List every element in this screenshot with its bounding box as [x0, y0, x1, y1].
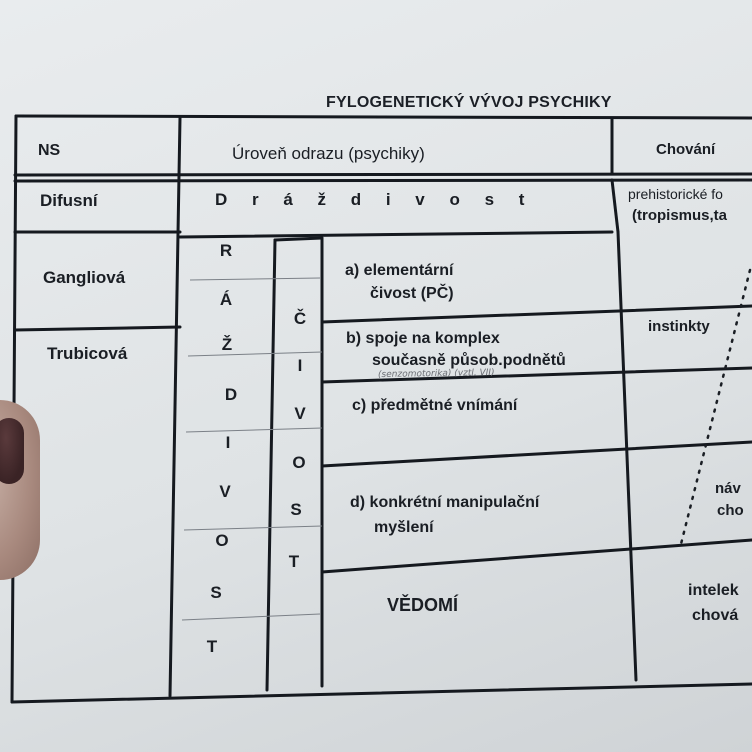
vertical-irritability-letter: D [224, 385, 238, 404]
vertical-sensitivity-letter: T [288, 552, 300, 571]
behavior-intellect-line1: intelek [688, 582, 739, 599]
behavior-habit-line1: náv [715, 480, 741, 497]
level-a-line2: čivost (PČ) [370, 285, 454, 302]
behavior-habit-line2: cho [717, 502, 744, 519]
level-d-line1: d) konkrétní manipulační [350, 494, 540, 511]
handwritten-note: (senzomotorika) (vztl. VII) [377, 367, 495, 381]
header-ns: NS [38, 142, 61, 159]
ns-type-difusni: Difusní [40, 191, 98, 210]
irritability-row-label: D r á ž d i v o s t [215, 190, 535, 209]
vertical-sensitivity-letter: I [297, 356, 303, 375]
vertical-sensitivity-letter: S [290, 500, 302, 519]
vertical-sensitivity-letter: O [292, 453, 306, 472]
fingernail [0, 418, 24, 484]
level-c: c) předmětné vnímání [352, 397, 518, 414]
behavior-intellect-line2: chová [692, 607, 739, 624]
header-reflection: Úroveň odrazu (psychiky) [232, 144, 425, 163]
behavior-instinct: instinkty [648, 318, 710, 335]
vertical-irritability-letter: Ž [221, 335, 233, 354]
level-b-line1: b) spoje na komplex [346, 330, 500, 347]
behavior-prehistoric-line2: (tropismus,ta [632, 207, 728, 224]
vertical-irritability-letter: I [225, 433, 231, 452]
vertical-irritability-letter: S [210, 583, 222, 602]
vertical-sensitivity-letter: V [294, 404, 306, 423]
header-behavior: Chování [656, 141, 716, 158]
vertical-irritability-letter: T [206, 637, 218, 656]
level-d-line2: myšlení [374, 519, 434, 536]
vertical-sensitivity-letter: Č [293, 309, 307, 328]
vertical-irritability-letter: O [215, 531, 229, 550]
vertical-irritability-letter: V [219, 482, 231, 501]
level-consciousness: VĚDOMÍ [387, 595, 459, 615]
vertical-irritability-letter: Á [219, 290, 233, 309]
ns-type-gangliova: Gangliová [43, 268, 126, 287]
level-a-line1: a) elementární [345, 262, 454, 279]
level-b-line2: současně působ.podnětů [372, 352, 566, 369]
ns-type-trubicova: Trubicová [47, 344, 128, 363]
vertical-irritability-letter: R [219, 241, 233, 260]
page-title: FYLOGENETICKÝ VÝVOJ PSYCHIKY [326, 94, 612, 111]
behavior-prehistoric-line1: prehistorické fo [628, 186, 723, 202]
